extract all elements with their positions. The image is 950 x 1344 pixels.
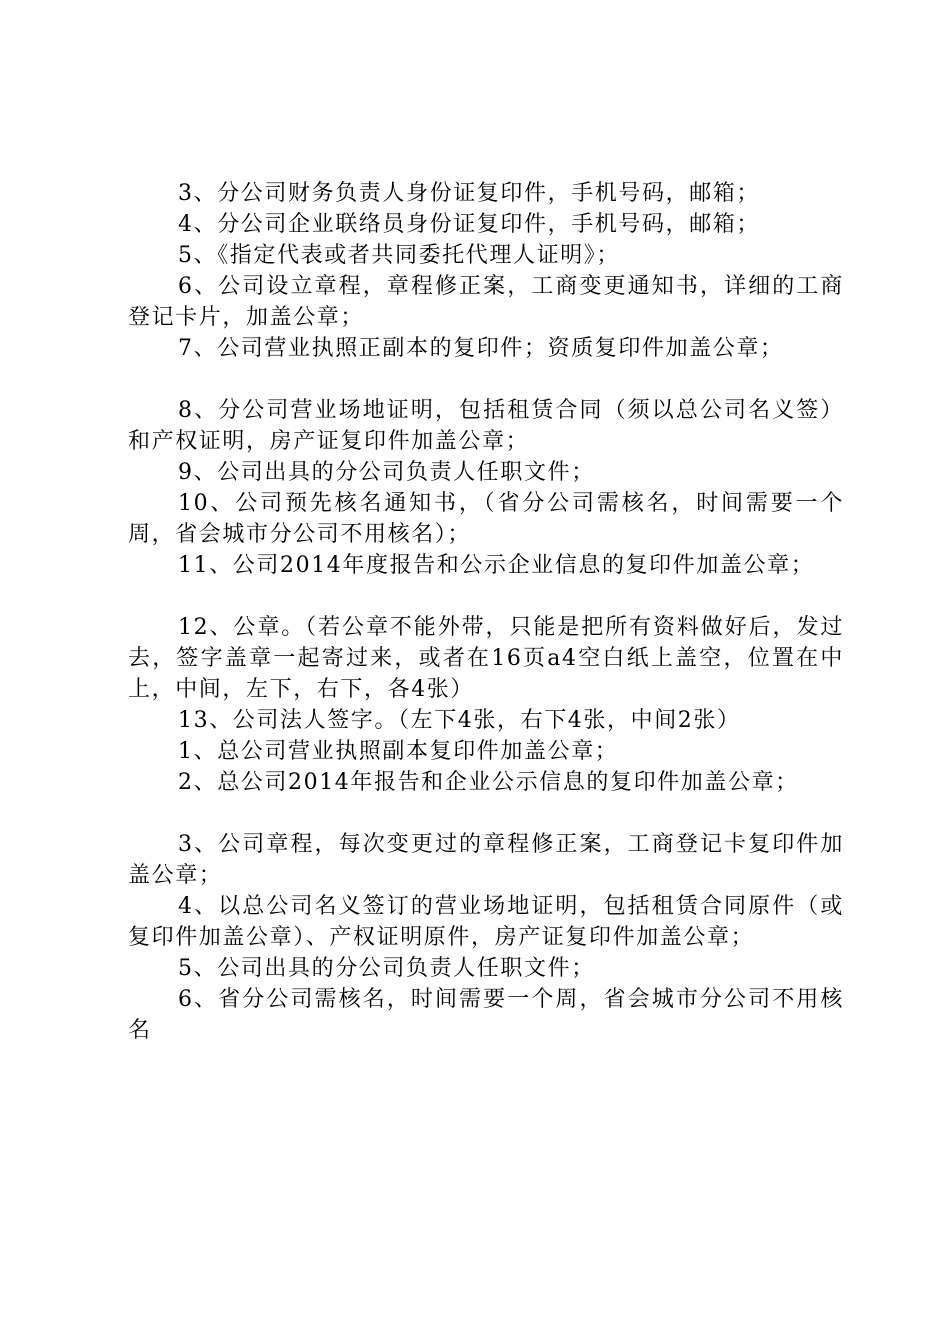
paragraph-hq-3-articles: 3、公司章程，每次变更过的章程修正案，工商登记卡复印件加盖公章； xyxy=(128,832,844,888)
paragraph-gap xyxy=(128,798,844,829)
paragraph-gap xyxy=(128,581,844,612)
paragraph-10-name-approval: 10、公司预先核名通知书，（省分公司需核名，时间需要一个周，省会城市分公司不用核名）； xyxy=(128,491,844,547)
paragraph-11-annual-report: 11、公司2014年度报告和公示企业信息的复印件加盖公章； xyxy=(178,553,815,578)
paragraph-4-liaison: 4、分公司企业联络员身份证复印件，手机号码，邮箱； xyxy=(178,212,760,237)
paragraph-6-articles: 6、公司设立章程，章程修正案，工商变更通知书，详细的工商登记卡片，加盖公章； xyxy=(128,274,844,330)
paragraph-hq-4-premises: 4、以总公司名义签订的营业场地证明，包括租赁合同原件（或复印件加盖公章）、产权证明原件，房产证复印件加盖公章； xyxy=(128,894,844,950)
paragraph-5-representative: 5、《指定代表或者共同委托代理人证明》； xyxy=(178,243,620,268)
paragraph-3-finance: 3、分公司财务负责人身份证复印件，手机号码，邮箱； xyxy=(178,181,760,206)
paragraph-hq-2-report: 2、总公司2014年报告和企业公示信息的复印件加盖公章； xyxy=(178,770,799,795)
paragraph-9-appointment: 9、公司出具的分公司负责人任职文件； xyxy=(178,460,595,485)
paragraph-gap xyxy=(128,364,844,395)
paragraph-13-signature: 13、公司法人签字。（左下4张，右下4张，中间2张） xyxy=(178,708,741,733)
paragraph-hq-6-name-approval: 6、省分公司需核名，时间需要一个周，省会城市分公司不用核名 xyxy=(128,987,844,1043)
paragraph-hq-1-license: 1、总公司营业执照副本复印件加盖公章； xyxy=(178,739,619,764)
paragraph-8-premises: 8、分公司营业场地证明，包括租赁合同（须以总公司名义签）和产权证明，房产证复印件加盖公章； xyxy=(128,398,844,454)
paragraph-12-seal: 12、公章。（若公章不能外带，只能是把所有资料做好后，发过去，签字盖章一起寄过来，或者在16页a4空白纸上盖空，位置在中上，中间，左下，右下，各4张） xyxy=(128,615,844,702)
paragraph-7-license: 7、公司营业执照正副本的复印件；资质复印件加盖公章； xyxy=(178,336,784,361)
document-body xyxy=(128,178,844,1046)
paragraph-hq-5-appointment: 5、公司出具的分公司负责人任职文件； xyxy=(178,956,595,981)
